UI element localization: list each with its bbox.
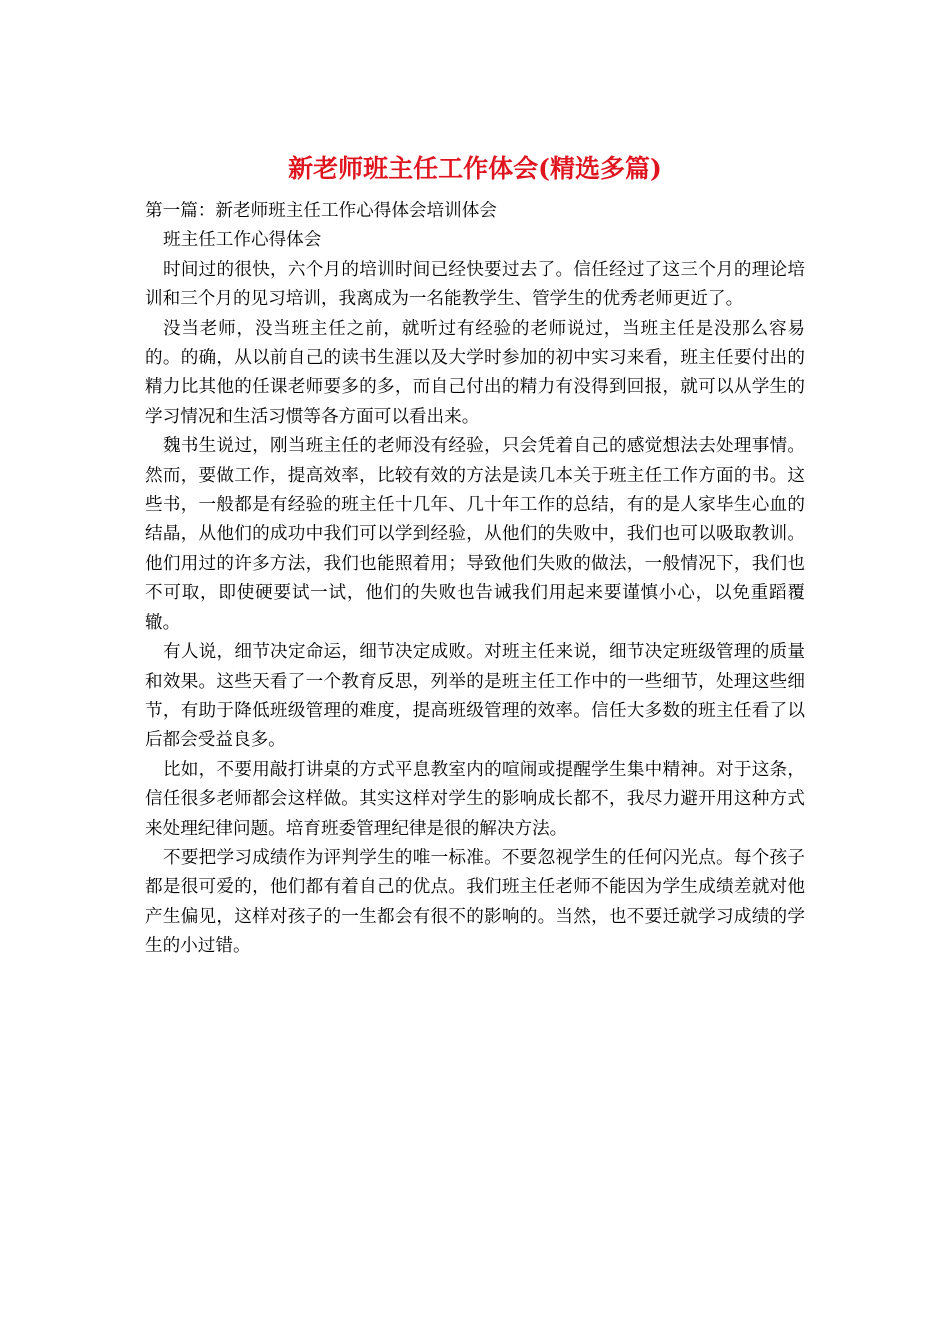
paragraph-6: 不要把学习成绩作为评判学生的唯一标准。不要忽视学生的任何闪光点。每个孩子都是很可爱的，他们都有着自己的优点。我们班主任老师不能因为学生成绩差就对他产生偏见，这样对孩子的一生都会有很不的影响的。当然，也不要迁就学习成绩的学生的小过错。 — [145, 847, 805, 957]
paragraph-5: 比如，不要用敲打讲桌的方式平息教室内的喧闹或提醒学生集中精神。对于这条，信任很多老师都会这样做。其实这样对学生的影响成长都不，我尽力避开用这种方式来处理纪律问题。培育班委管理纪律是很的解决方法。 — [145, 759, 805, 839]
document-title: 新老师班主任工作体会(精选多篇) — [288, 154, 662, 183]
subheading: 班主任工作心得体会 — [163, 230, 322, 251]
paragraph-2: 没当老师，没当班主任之前，就听过有经验的老师说过，当班主任是没那么容易的。的确，从以前自己的读书生涯以及大学时参加的初中实习来看，班主任要付出的精力比其他的任课老师要多的多，而自己付出的精力有没得到回报，就可以从学生的学习情况和生活习惯等各方面可以看出来。 — [145, 318, 805, 427]
paragraph-1: 时间过的很快，六个月的培训时间已经快要过去了。信任经过了这三个月的理论培训和三个月的见习培训，我离成为一名能教学生、管学生的优秀老师更近了。 — [145, 259, 805, 310]
section-heading: 第一篇：新老师班主任工作心得体会培训体会 — [145, 201, 497, 221]
document-body — [145, 197, 805, 962]
paragraph-4: 有人说，细节决定命运，细节决定成败。对班主任来说，细节决定班级管理的质量和效果。这些天看了一个教育反思，列举的是班主任工作中的一些细节，处理这些细节，有助于降低班级管理的难度，提高班级管理的效率。信任大多数的班主任看了以后都会受益良多。 — [145, 642, 805, 751]
paragraph-3: 魏书生说过，刚当班主任的老师没有经验，只会凭着自己的感觉想法去处理事情。然而，要做工作，提高效率，比较有效的方法是读几本关于班主任工作方面的书。这些书，一般都是有经验的班主任十几年、几十年工作的总结，有的是人家毕生心血的结晶，从他们的成功中我们可以学到经验，从他们的失败中，我们也可以吸取教训。他们用过的许多方法，我们也能照着用；导致他们失败的做法，一般情况下，我们也不可取，即使硬要试一试，他们的失败也告诫我们用起来要谨慎小心，以免重蹈覆辙。 — [145, 436, 805, 633]
